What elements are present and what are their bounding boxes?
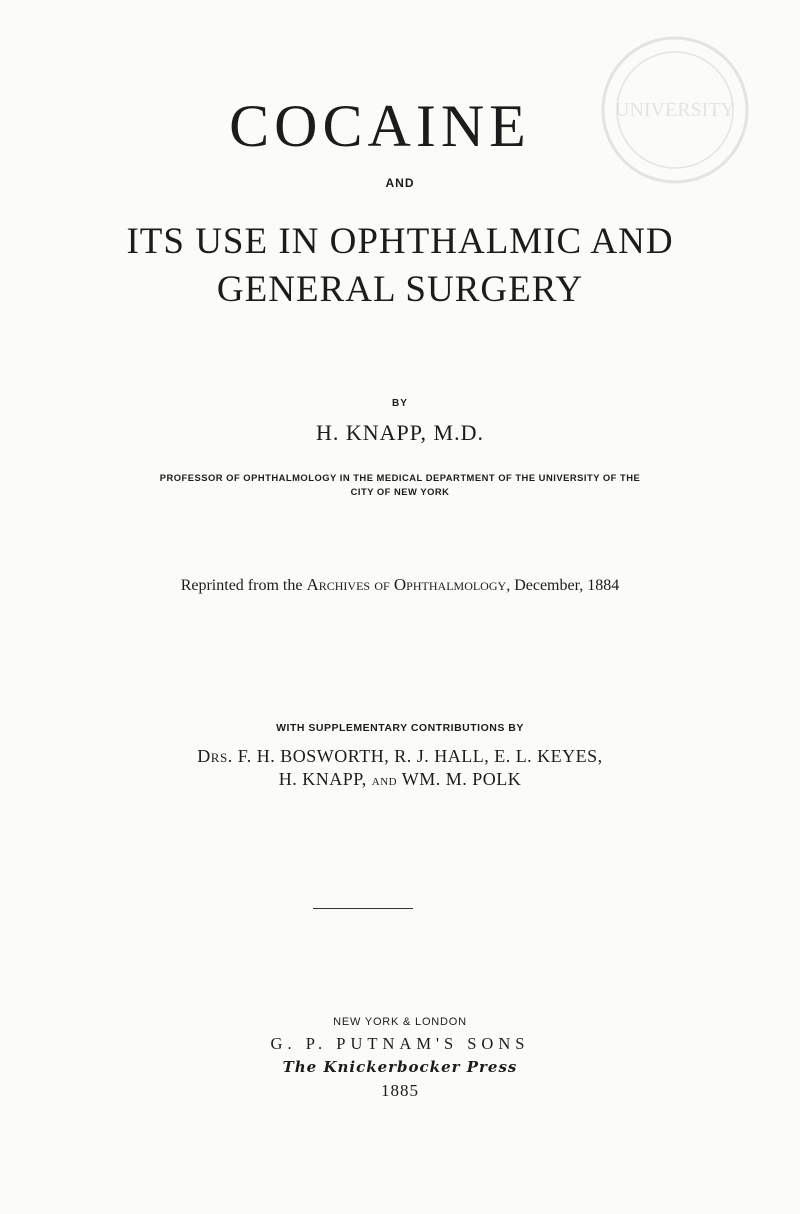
publication-place: NEW YORK & LONDON <box>333 1016 467 1028</box>
contributors-prefix: Drs. <box>197 746 233 766</box>
press-name: The Knickerbocker Press <box>282 1058 518 1076</box>
journal-name: Archives of Ophthalmology <box>306 575 507 594</box>
publication-year: 1885 <box>381 1081 419 1100</box>
author-affiliation-line-2: CITY OF NEW YORK <box>350 486 450 497</box>
contributors-names-1: F. H. BOSWORTH, R. J. HALL, E. L. KEYES, <box>232 746 603 766</box>
author-name: H. KNAPP, M.D. <box>315 420 485 445</box>
subtitle-line-1: ITS USE IN OPHTHALMIC AND <box>126 221 674 262</box>
subtitle-line-2: GENERAL SURGERY <box>216 269 584 310</box>
by-label: BY <box>392 398 408 409</box>
reprint-date: , December, 1884 <box>506 577 620 594</box>
title-conjunction: AND <box>385 176 415 190</box>
contributors-line-2 <box>0 769 800 790</box>
svg-text:UNIVERSITY: UNIVERSITY <box>615 99 735 121</box>
section-divider <box>313 908 413 909</box>
reprint-notice <box>0 575 800 595</box>
contributor-knapp: H. KNAPP, <box>278 769 372 789</box>
contributors-line-1 <box>0 746 800 767</box>
reprint-prefix: Reprinted from the <box>180 577 307 594</box>
contributor-polk: WM. M. POLK <box>397 769 522 789</box>
contributors-and: and <box>371 772 398 789</box>
author-affiliation-line-1: PROFESSOR OF OPHTHALMOLOGY IN THE MEDICAL DEPARTMENT OF THE UNIVERSITY OF THE <box>159 472 641 483</box>
book-title: COCAINE <box>229 93 531 159</box>
supplementary-label: WITH SUPPLEMENTARY CONTRIBUTIONS BY <box>276 722 524 734</box>
publisher-name: G. P. PUTNAM'S SONS <box>270 1034 530 1053</box>
